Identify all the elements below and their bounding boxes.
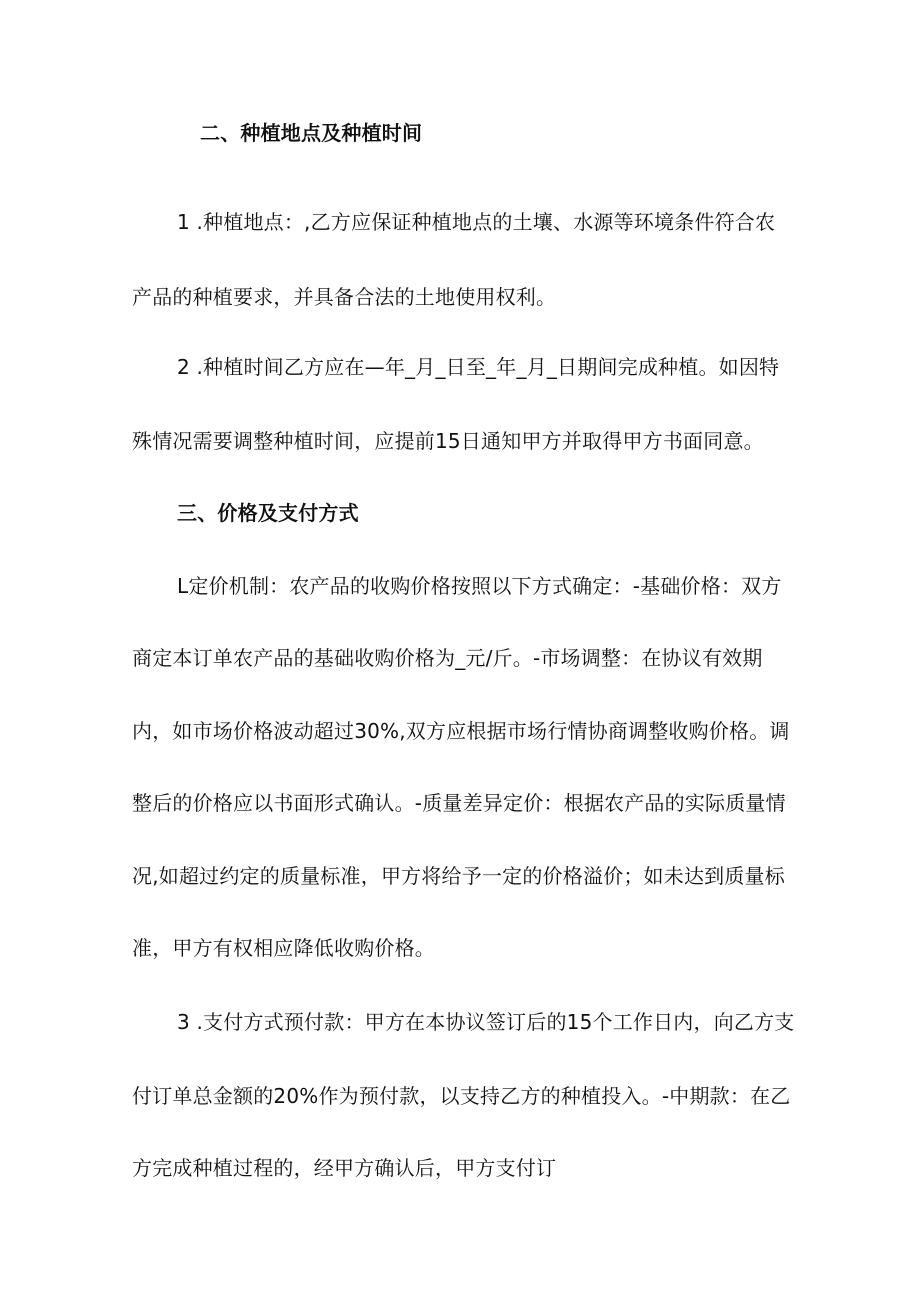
paragraph-line: 内，如市场价格波动超过30%,双方应根据市场行情协商调整收购价格。调 — [132, 719, 790, 743]
section-heading-price: 三、价格及支付方式 — [177, 501, 359, 525]
paragraph-line: 殊情况需要调整种植时间，应提前15日通知甲方并取得甲方书面同意。 — [132, 429, 764, 453]
paragraph-line: 准，甲方有权相应降低收购价格。 — [132, 936, 435, 960]
paragraph-line: L定价机制：农产品的收购价格按照以下方式确定：-基础价格：双方 — [177, 574, 782, 598]
paragraph-line: 1 .种植地点：,乙方应保证种植地点的土壤、水源等环境条件符合农 — [177, 210, 776, 234]
paragraph-line: 2 .种植时间乙方应在—年_月_日至_年_月_日期间完成种植。如因特 — [177, 355, 780, 379]
paragraph-line: 3 .支付方式预付款：甲方在本协议签订后的15个工作日内，向乙方支 — [177, 1010, 795, 1034]
paragraph-line: 产品的种植要求，并具备合法的土地使用权利。 — [132, 285, 557, 309]
section-heading-planting: 二、种植地点及种植时间 — [200, 121, 423, 145]
paragraph-line: 整后的价格应以书面形式确认。-质量差异定价：根据农产品的实际质量情 — [132, 791, 786, 815]
paragraph-line: 商定本订单农产品的基础收购价格为_元/斤。-市场调整：在协议有效期 — [132, 646, 763, 670]
paragraph-line: 付订单总金额的20%作为预付款，以支持乙方的种植投入。-中期款：在乙 — [132, 1084, 791, 1108]
paragraph-line: 况,如超过约定的质量标准，甲方将给予一定的价格溢价；如未达到质量标 — [132, 864, 785, 888]
paragraph-line: 方完成种植过程的，经甲方确认后，甲方支付订 — [132, 1156, 557, 1180]
